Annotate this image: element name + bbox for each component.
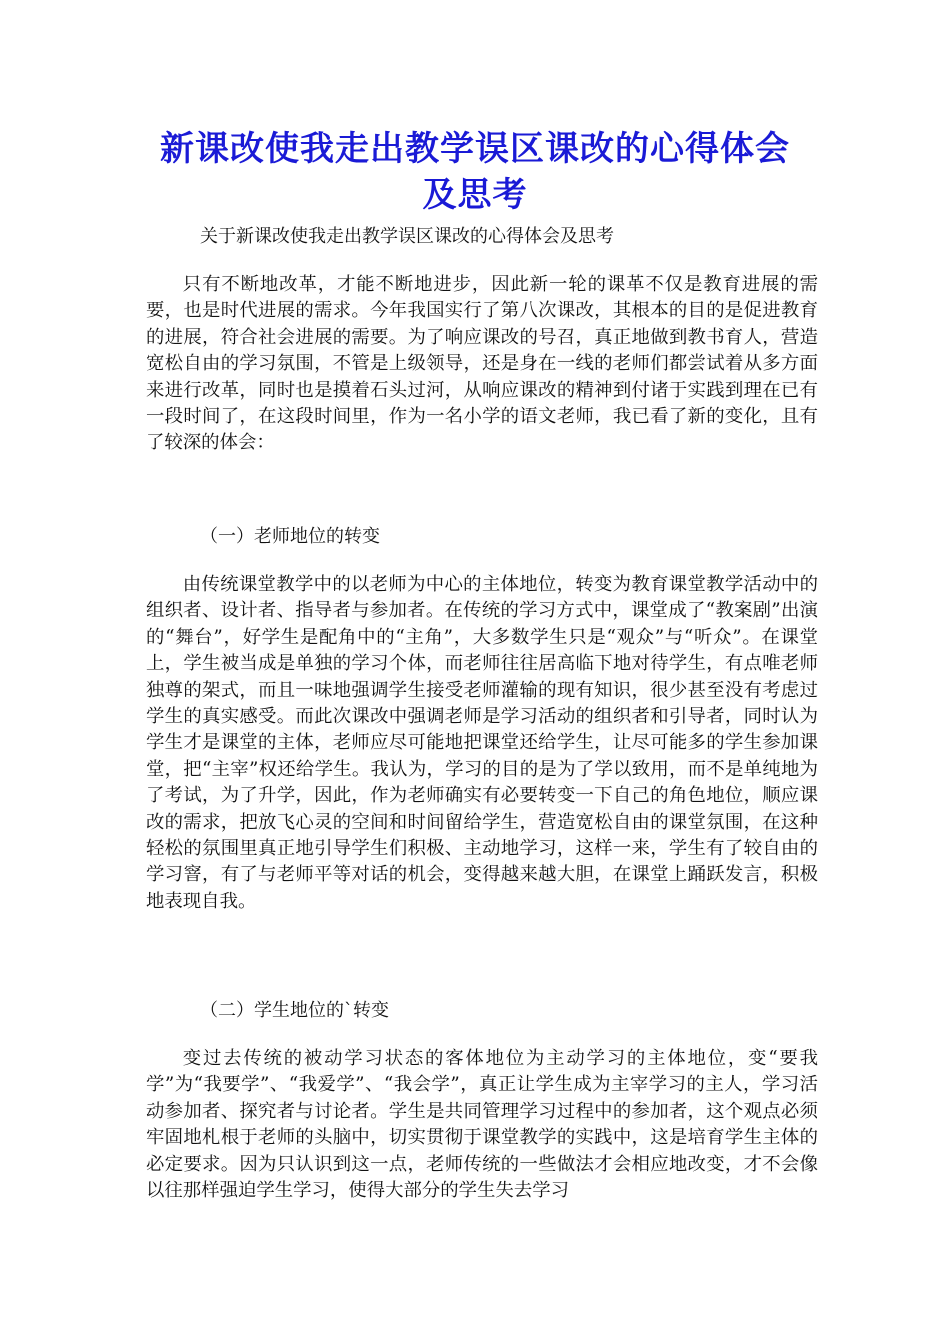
document-subtitle: 关于新课改使我走出教学误区课改的心得体会及思考 (200, 226, 614, 247)
document-title: 新课改使我走出教学误区课改的心得体会及思考 (160, 129, 790, 215)
paragraph-intro: 只有不断地改革，才能不断地进步，因此新一轮的课革不仅是教育进展的需要，也是时代进展的需求。今年我国实行了第八次课改，其根本的目的是促进教育的进展，符合社会进展的需要。为了响应课改的号召，真正地做到教书育人，营造宽松自由的学习氛围，不管是上级领导，还是身在一线的老师们都尝试着从多方面来进行改革，同时也是摸着石头过河，从响应课改的精神到付诸于实践到理在已有一段时间了，在这段时间里，作为一名小学的语文老师，我已看了新的变化，且有了较深的体会： (146, 274, 818, 454)
paragraph-student-role: 变过去传统的被动学习状态的客体地位为主动学习的主体地位，变“要我学”为“我要学”、“我爱学”、“我会学”，真正让学生成为主宰学习的主人，学习活动参加者、探究者与讨论者。学生是共同管理学习过程中的参加者，这个观点必须牢固地札根于老师的头脑中，切实贯彻于课堂教学的实践中，这是培育学生主体的必定要求。因为只认识到这一点，老师传统的一些做法才会相应地改变，才不会像以往那样强迫学生学习，使得大部分的学生失去学习 (146, 1048, 818, 1202)
section-heading-teacher-role: （一）老师地位的转变 (200, 526, 380, 547)
section-heading-student-role: （二）学生地位的`转变 (200, 1000, 389, 1021)
paragraph-teacher-role: 由传统课堂教学中的以老师为中心的主体地位，转变为教育课堂教学活动中的组织者、设计者、指导者与参加者。在传统的学习方式中，课堂成了“教案剧”出演的“舞台”，好学生是配角中的“主角”，大多数学生只是“观众”与“听众”。在课堂上，学生被当成是单独的学习个体，而老师往往居高临下地对待学生，有点唯老师独尊的架式，而且一味地强调学生接受老师灌输的现有知识，很少甚至没有考虑过学生的真实感受。而此次课改中强调老师是学习活动的组织者和引导者，同时认为学生才是课堂的主体，老师应尽可能地把课堂还给学生，让尽可能多的学生参加课堂，把“主宰”权还给学生。我认为，学习的目的是为了学以致用，而不是单纯地为了考试，为了升学，因此，作为老师确实有必要转变一下自己的角色地位，顺应课改的需求，把放飞心灵的空间和时间留给学生，营造宽松自由的课堂氛围，在这种轻松的氛围里真正地引导学生们积极、主动地学习，这样一来，学生有了较自由的学习窨，有了与老师平等对话的机会，变得越来越大胆，在课堂上踊跃发言，积极地表现自我。 (146, 574, 818, 912)
